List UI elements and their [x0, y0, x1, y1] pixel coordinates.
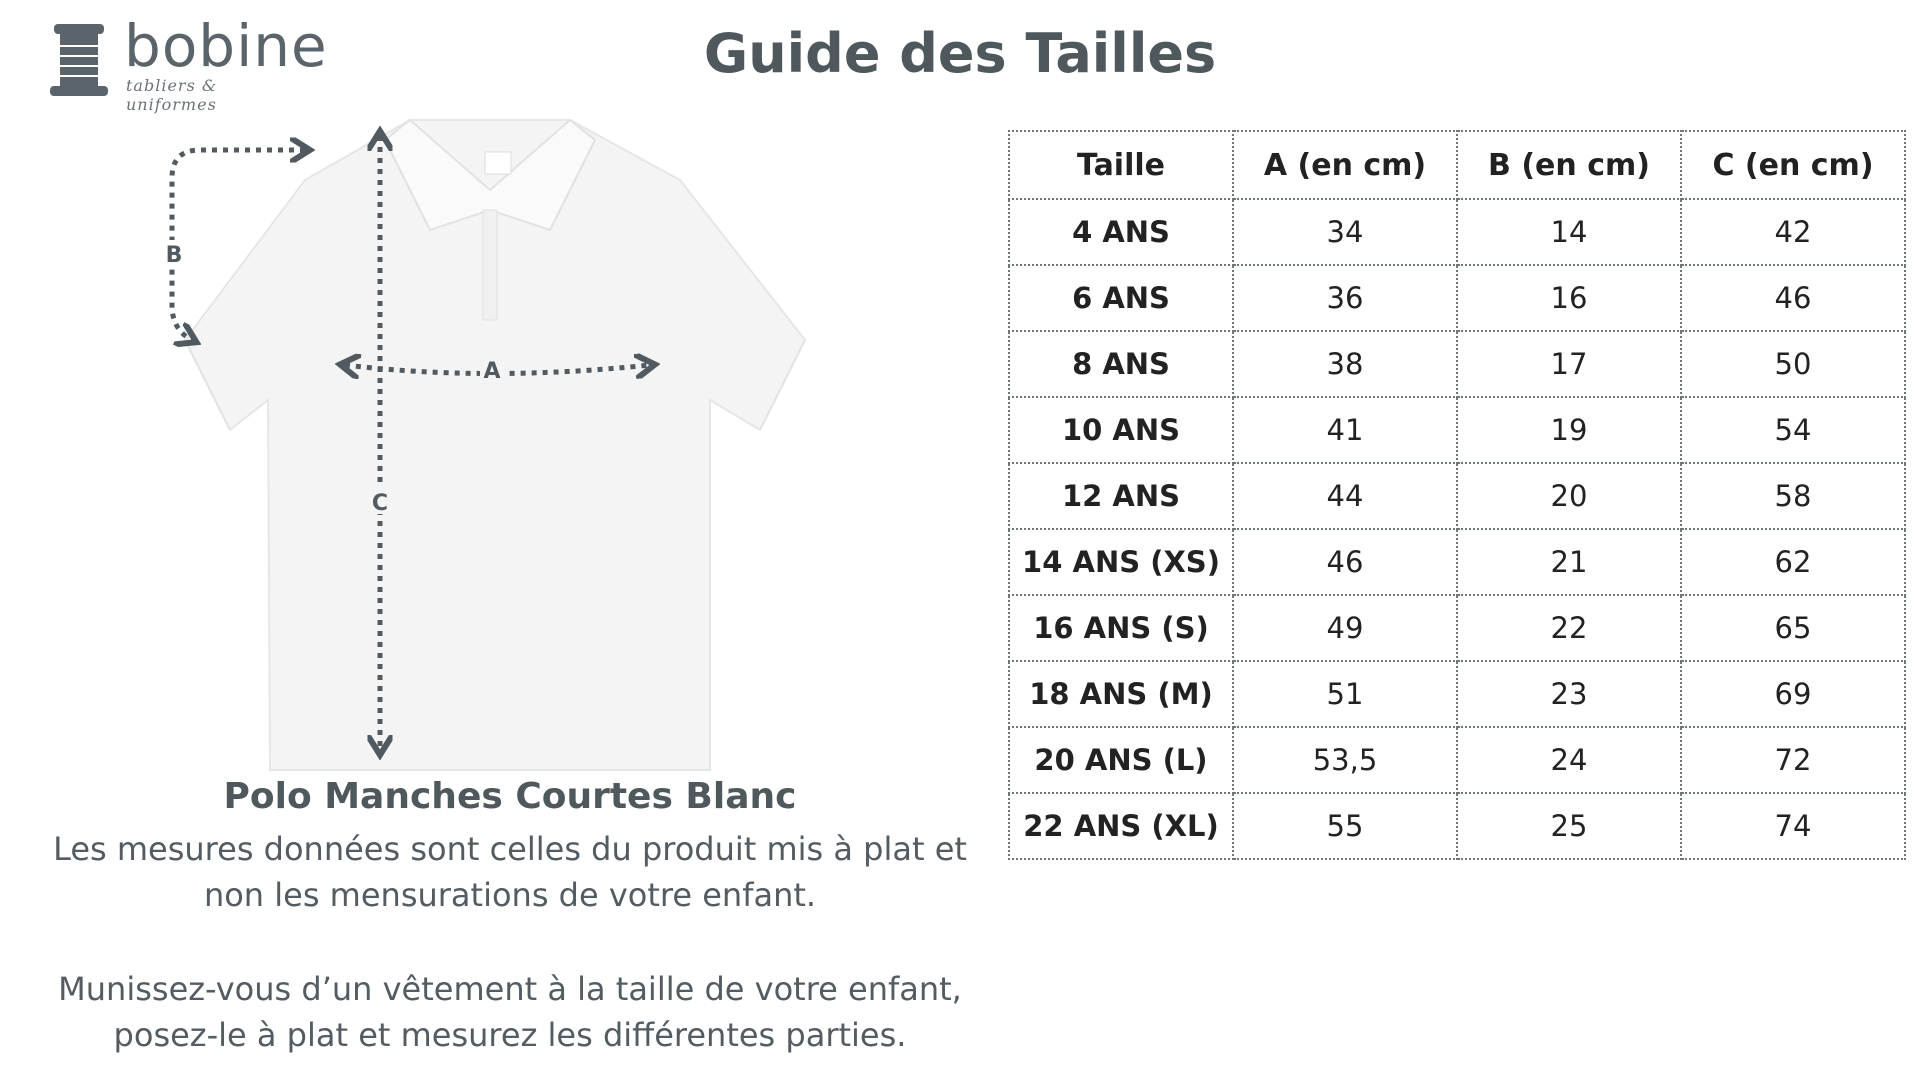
value-cell: 16: [1457, 265, 1681, 331]
value-cell: 38: [1233, 331, 1457, 397]
table-row: [1009, 397, 1905, 463]
value-cell: 62: [1681, 529, 1905, 595]
table-row: [1009, 793, 1905, 859]
note-line: posez-le à plat et mesurez les différentes parties.: [113, 1016, 907, 1054]
table-row: [1009, 265, 1905, 331]
value-cell: 24: [1457, 727, 1681, 793]
value-cell: 36: [1233, 265, 1457, 331]
value-cell: 58: [1681, 463, 1905, 529]
table-row: [1009, 199, 1905, 265]
table-row: [1009, 595, 1905, 661]
value-cell: 25: [1457, 793, 1681, 859]
size-cell: 6 ANS: [1009, 265, 1233, 331]
size-cell: 16 ANS (S): [1009, 595, 1233, 661]
product-name: Polo Manches Courtes Blanc: [223, 776, 797, 817]
size-cell: 22 ANS (XL): [1009, 793, 1233, 859]
value-cell: 34: [1233, 199, 1457, 265]
value-cell: 46: [1681, 265, 1905, 331]
value-cell: 53,5: [1233, 727, 1457, 793]
value-cell: 54: [1681, 397, 1905, 463]
page-title: Guide des Tailles: [703, 22, 1217, 85]
column-header: Taille: [1009, 131, 1233, 199]
column-header: A (en cm): [1233, 131, 1457, 199]
table-header-row: [1009, 131, 1905, 199]
size-cell: 10 ANS: [1009, 397, 1233, 463]
value-cell: 46: [1233, 529, 1457, 595]
table-row: [1009, 529, 1905, 595]
size-cell: 14 ANS (XS): [1009, 529, 1233, 595]
size-cell: 4 ANS: [1009, 199, 1233, 265]
measure-label-b: B: [165, 243, 183, 268]
value-cell: 49: [1233, 595, 1457, 661]
brand-name: bobine: [124, 12, 328, 80]
measure-label-c: C: [371, 491, 389, 516]
value-cell: 42: [1681, 199, 1905, 265]
value-cell: 72: [1681, 727, 1905, 793]
value-cell: 41: [1233, 397, 1457, 463]
value-cell: 69: [1681, 661, 1905, 727]
polo-shirt-shape: [185, 120, 805, 770]
table-row: [1009, 661, 1905, 727]
table-row: [1009, 331, 1905, 397]
note-line: non les mensurations de votre enfant.: [203, 876, 817, 914]
brand-tagline: tabliers & uniformes: [126, 76, 218, 114]
measurement-note: [20, 826, 1000, 918]
spool-icon: [46, 20, 116, 100]
value-cell: 14: [1457, 199, 1681, 265]
size-cell: 20 ANS (L): [1009, 727, 1233, 793]
size-cell: 8 ANS: [1009, 331, 1233, 397]
value-cell: 51: [1233, 661, 1457, 727]
polo-shirt-illustration: [140, 100, 840, 780]
table-row: [1009, 727, 1905, 793]
value-cell: 20: [1457, 463, 1681, 529]
size-table: [1008, 130, 1906, 860]
value-cell: 19: [1457, 397, 1681, 463]
size-cell: 18 ANS (M): [1009, 661, 1233, 727]
value-cell: 17: [1457, 331, 1681, 397]
value-cell: 65: [1681, 595, 1905, 661]
column-header: B (en cm): [1457, 131, 1681, 199]
value-cell: 21: [1457, 529, 1681, 595]
value-cell: 22: [1457, 595, 1681, 661]
value-cell: 74: [1681, 793, 1905, 859]
value-cell: 55: [1233, 793, 1457, 859]
value-cell: 50: [1681, 331, 1905, 397]
value-cell: 44: [1233, 463, 1457, 529]
instruction-note: [20, 966, 1000, 1058]
note-line: Munissez-vous d’un vêtement à la taille de votre enfant,: [58, 970, 962, 1008]
column-header: C (en cm): [1681, 131, 1905, 199]
measure-label-a: A: [483, 359, 501, 384]
brand-logo: [46, 12, 328, 114]
value-cell: 23: [1457, 661, 1681, 727]
note-line: Les mesures données sont celles du produit mis à plat et: [53, 830, 967, 868]
table-row: [1009, 463, 1905, 529]
size-cell: 12 ANS: [1009, 463, 1233, 529]
